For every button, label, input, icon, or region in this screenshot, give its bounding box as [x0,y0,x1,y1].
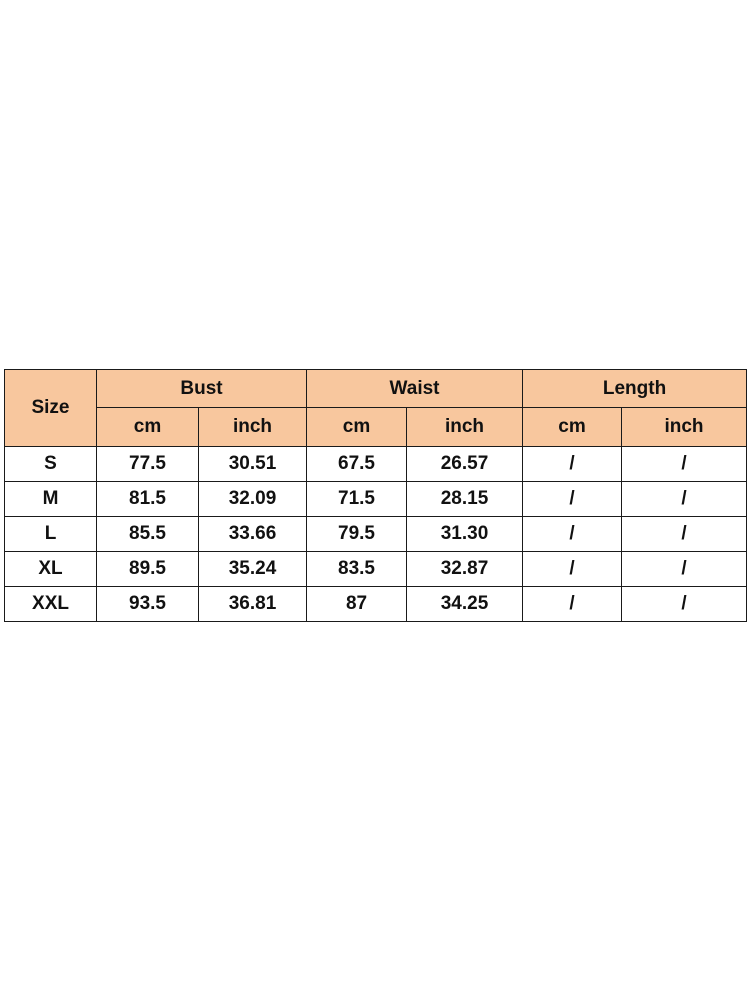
value-cell: / [523,552,622,587]
value-cell: / [523,447,622,482]
table-row [5,587,747,622]
value-cell: 31.30 [407,517,523,552]
value-cell: / [622,552,747,587]
size-cell: XXL [5,587,97,622]
value-cell: / [523,482,622,517]
length-header: Length [523,370,747,408]
value-cell: 33.66 [199,517,307,552]
value-cell: 34.25 [407,587,523,622]
table-row [5,482,747,517]
value-cell: 32.09 [199,482,307,517]
header-unit-row [5,408,747,447]
value-cell: / [622,517,747,552]
waist-header: Waist [307,370,523,408]
value-cell: 36.81 [199,587,307,622]
value-cell: 35.24 [199,552,307,587]
value-cell: 30.51 [199,447,307,482]
value-cell: / [622,447,747,482]
unit-header: cm [307,408,407,447]
unit-header: inch [622,408,747,447]
unit-header: cm [97,408,199,447]
value-cell: 71.5 [307,482,407,517]
value-cell: 79.5 [307,517,407,552]
value-cell: 85.5 [97,517,199,552]
value-cell: / [622,482,747,517]
value-cell: 81.5 [97,482,199,517]
value-cell: / [523,517,622,552]
header-group-row [5,370,747,408]
table-row [5,517,747,552]
value-cell: 32.87 [407,552,523,587]
size-chart-table [4,369,747,622]
value-cell: / [622,587,747,622]
value-cell: 83.5 [307,552,407,587]
size-cell: M [5,482,97,517]
unit-header: cm [523,408,622,447]
size-cell: S [5,447,97,482]
unit-header: inch [407,408,523,447]
value-cell: / [523,587,622,622]
unit-header: inch [199,408,307,447]
value-cell: 89.5 [97,552,199,587]
value-cell: 93.5 [97,587,199,622]
value-cell: 28.15 [407,482,523,517]
size-cell: L [5,517,97,552]
size-cell: XL [5,552,97,587]
bust-header: Bust [97,370,307,408]
size-header: Size [5,370,97,447]
value-cell: 87 [307,587,407,622]
value-cell: 67.5 [307,447,407,482]
value-cell: 26.57 [407,447,523,482]
table-row [5,447,747,482]
value-cell: 77.5 [97,447,199,482]
table-row [5,552,747,587]
